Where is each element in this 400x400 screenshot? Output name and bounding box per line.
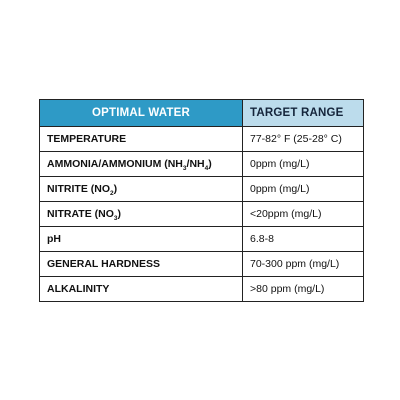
range-nitrate: <20ppm (mg/L): [243, 202, 364, 227]
water-parameters-table: [39, 99, 364, 302]
param-nitrite-sub: 2: [110, 190, 114, 198]
water-parameters-table-container: [39, 99, 363, 302]
param-ph: pH: [40, 227, 243, 252]
range-alkalinity: >80 ppm (mg/L): [243, 277, 364, 302]
table-row: [40, 127, 364, 152]
param-alkalinity: ALKALINITY: [40, 277, 243, 302]
param-ammonia: [40, 152, 243, 177]
range-nitrite: 0ppm (mg/L): [243, 177, 364, 202]
param-nitrate: [40, 202, 243, 227]
param-ammonia-text-3: ): [208, 158, 212, 170]
range-general-hardness: 70-300 ppm (mg/L): [243, 252, 364, 277]
param-ammonia-text: AMMONIA/AMMONIUM (NH: [47, 158, 183, 170]
param-ammonia-text-2: /NH: [186, 158, 205, 170]
param-ammonia-sub-nh3: 3: [182, 165, 187, 173]
param-temperature: TEMPERATURE: [40, 127, 243, 152]
table-row: [40, 252, 364, 277]
table-row: [40, 227, 364, 252]
table-row: [40, 152, 364, 177]
param-nitrite-text: NITRITE (NO: [47, 183, 110, 195]
param-nitrite-text-2: ): [113, 183, 118, 195]
header-target-range: TARGET RANGE: [243, 100, 364, 127]
header-optimal-water: OPTIMAL WATER: [40, 100, 243, 127]
param-nitrate-sub: 3: [113, 215, 118, 223]
table-row: [40, 277, 364, 302]
param-nitrite: [40, 177, 243, 202]
param-nitrate-text: NITRATE (NO: [47, 208, 114, 220]
param-ammonia-sub-nh4: 4: [204, 165, 209, 173]
table-row: [40, 177, 364, 202]
range-ph: 6.8-8: [243, 227, 364, 252]
param-general-hardness: GENERAL HARDNESS: [40, 252, 243, 277]
table-row: [40, 202, 364, 227]
table-header-row: [40, 100, 364, 127]
range-temperature: 77-82° F (25-28° C): [243, 127, 364, 152]
range-ammonia: 0ppm (mg/L): [243, 152, 364, 177]
param-nitrate-text-2: ): [117, 208, 122, 220]
